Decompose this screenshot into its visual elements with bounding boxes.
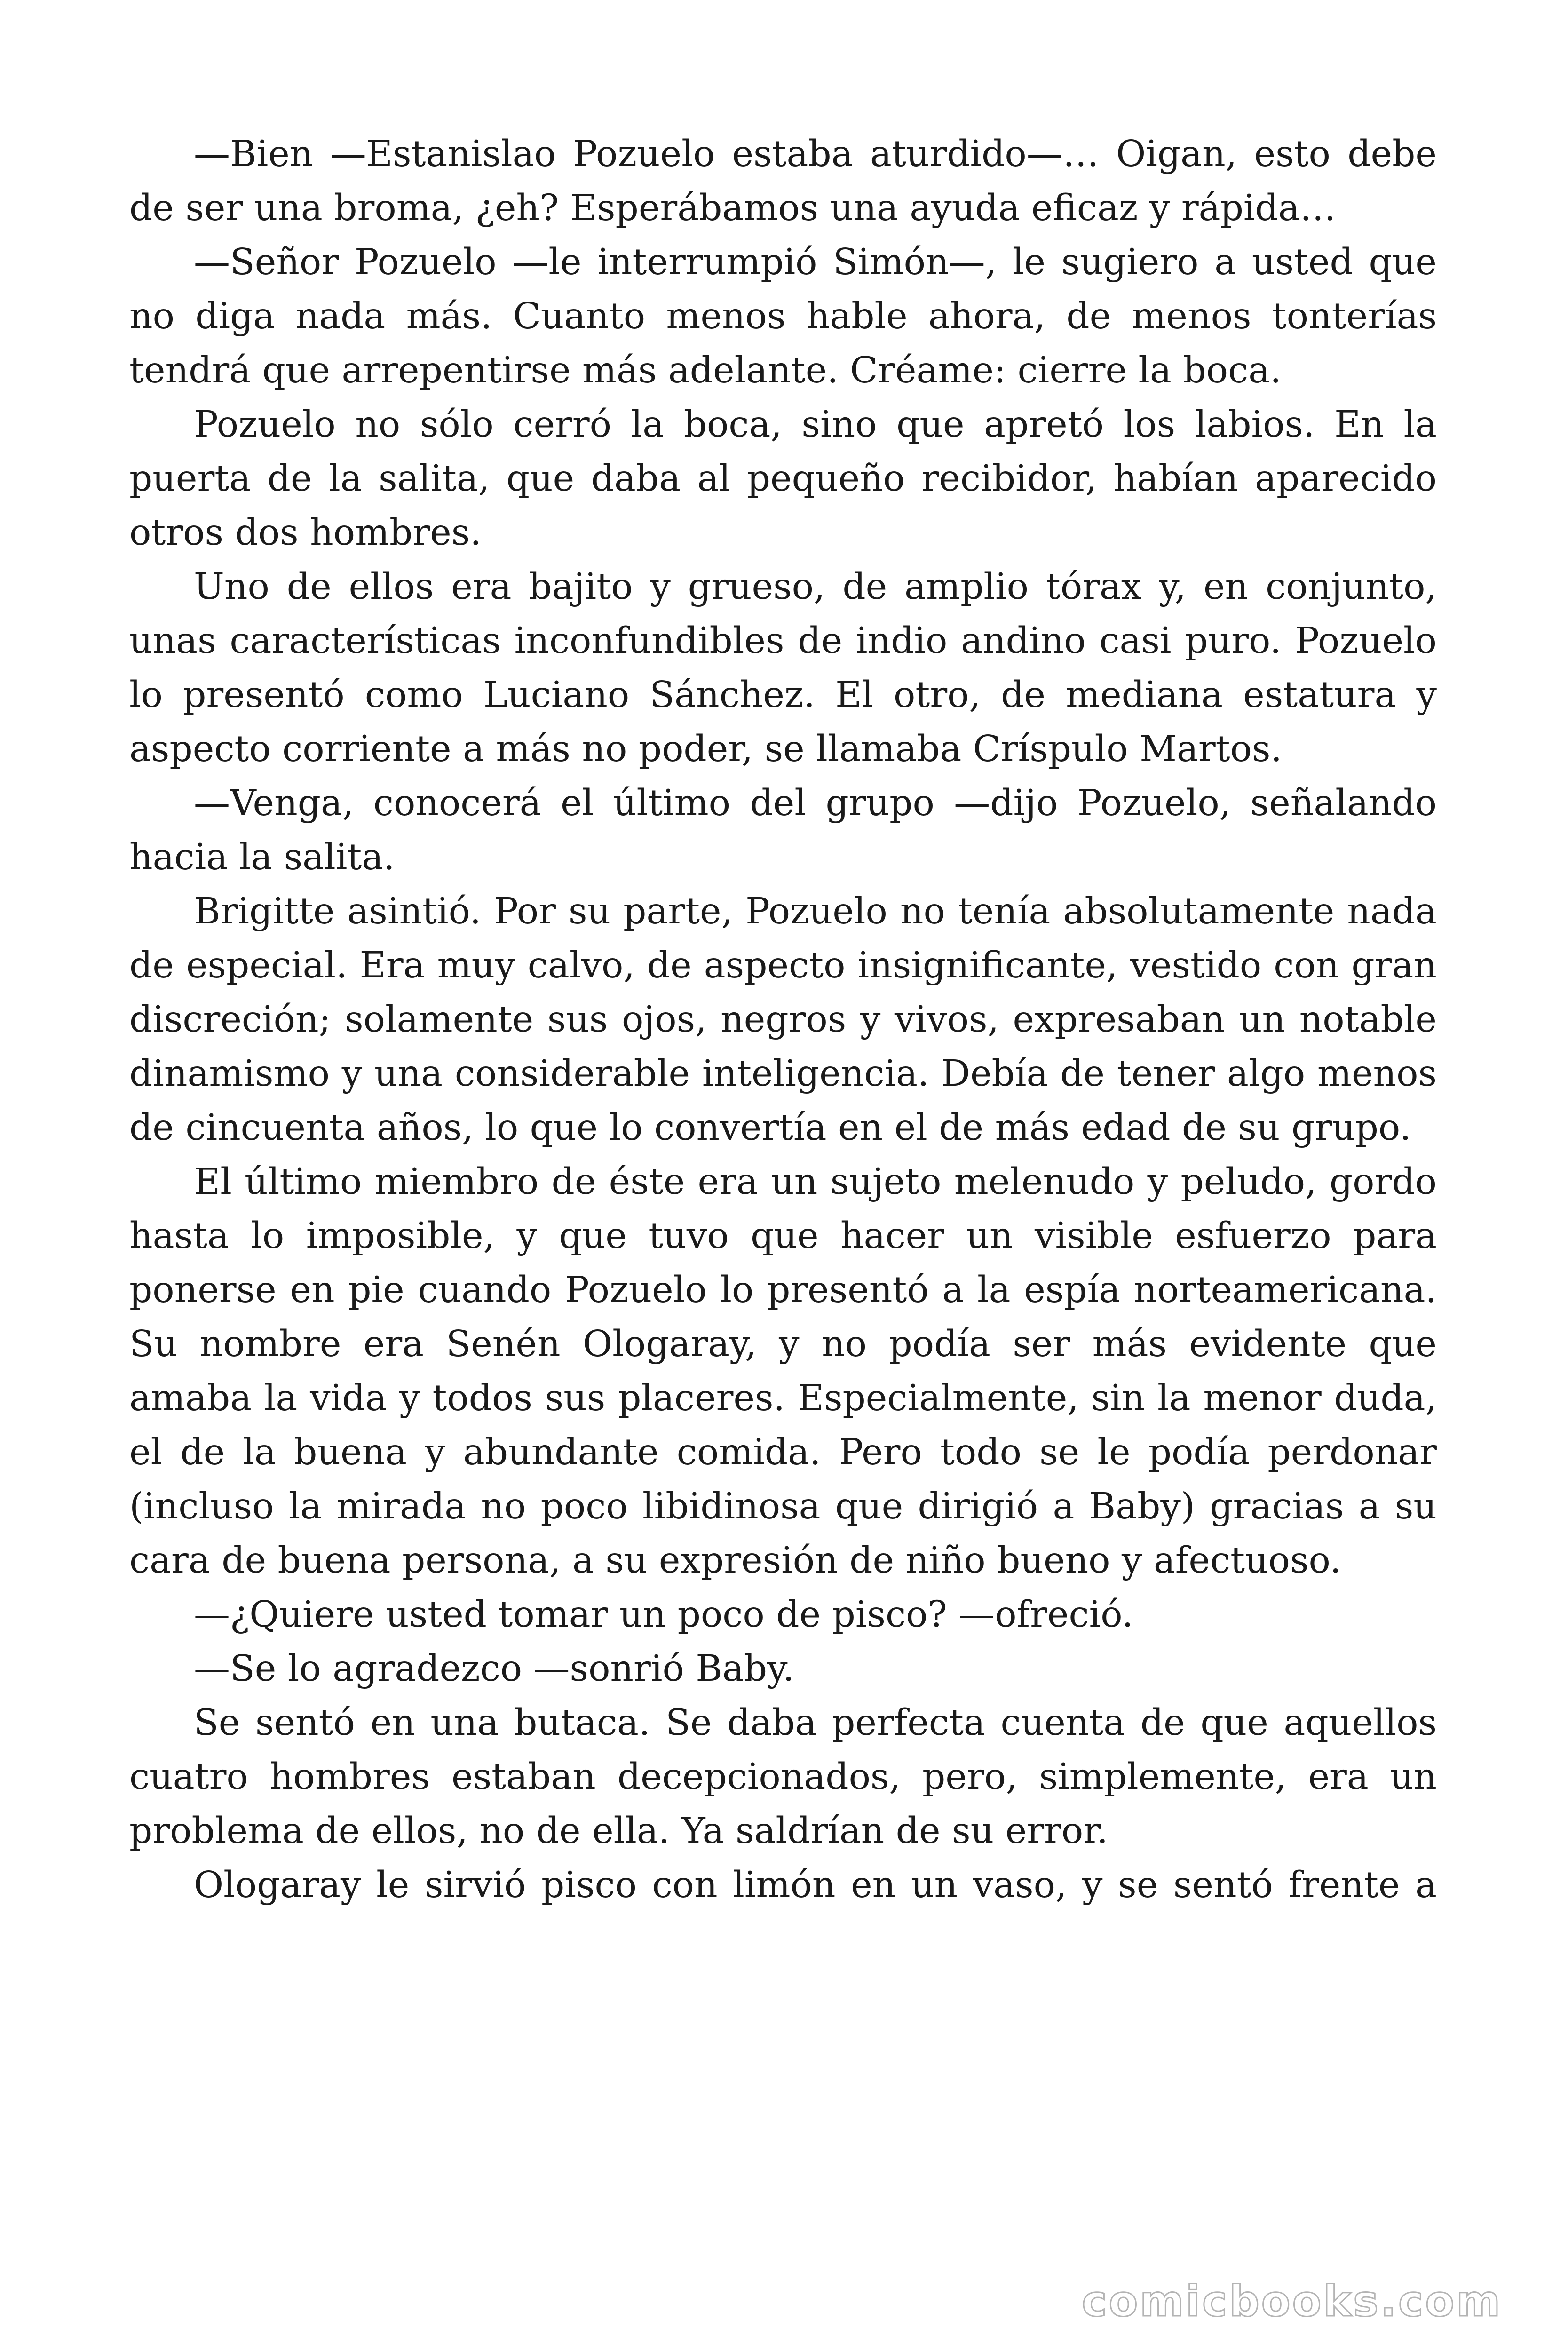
site-watermark: comicbooks.com [1082,2277,1502,2326]
body-text [129,127,1437,1912]
paragraph: Se sentó en una butaca. Se daba perfecta cuenta de que aquellos cuatro hombres estaban decepcionados, pero, simplemente, era un problema de ellos, no de ella. Ya saldrían de su error. [129,1702,1437,1852]
paragraph-last: Ologaray le sirvió pisco con limón en un vaso, y se sentó frente a [194,1864,1437,1906]
paragraph: Brigitte asintió. Por su parte, Pozuelo no tenía absolutamente nada de especial. Era muy calvo, de aspecto insignificante, vestido con gran discreción; solamente sus ojos, negros y vivos, expresaban un notable dinamismo y una considerable inteligencia. Debía de tener algo menos de cincuenta años, lo que lo convertía en el de más edad de su grupo. [129,890,1437,1149]
paragraph: —Bien —Estanislao Pozuelo estaba aturdido—… Oigan, esto debe de ser una broma, ¿eh? Esperábamos una ayuda eficaz y rápida… [129,133,1437,229]
paragraph: —Se lo agradezco —sonrió Baby. [194,1648,794,1690]
paragraph: El último miembro de éste era un sujeto melenudo y peludo, gordo hasta lo imposible, y que tuvo que hacer un visible esfuerzo para ponerse en pie cuando Pozuelo lo presentó a la espía norteamericana. Su nombre era Senén Ologaray, y no podía ser más evidente que amaba la vida y todos sus placeres. Especialmente, sin la menor duda, el de la buena y abundante comida. Pero todo se le podía perdonar (incluso la mirada no poco libidinosa que dirigió a Baby) gracias a su cara de buena persona, a su expresión de niño bueno y afectuoso. [129,1161,1437,1581]
paragraph: Pozuelo no sólo cerró la boca, sino que apretó los labios. En la puerta de la salita, que daba al pequeño recibidor, habían aparecido otros dos hombres. [129,404,1437,554]
paragraph: —Señor Pozuelo —le interrumpió Simón—, le sugiero a usted que no diga nada más. Cuanto menos hable ahora, de menos tonterías tendrá que arrepentirse más adelante. Créame: cierre la boca. [129,241,1437,391]
paragraph: Uno de ellos era bajito y grueso, de amplio tórax y, en conjunto, unas características inconfundibles de indio andino casi puro. Pozuelo lo presentó como Luciano Sánchez. El otro, de mediana estatura y aspecto corriente a más no poder, se llamaba Críspulo Martos. [129,566,1437,770]
paragraph: —¿Quiere usted tomar un poco de pisco? —ofreció. [194,1594,1133,1636]
paragraph: —Venga, conocerá el último del grupo —dijo Pozuelo, señalando hacia la salita. [129,782,1437,878]
